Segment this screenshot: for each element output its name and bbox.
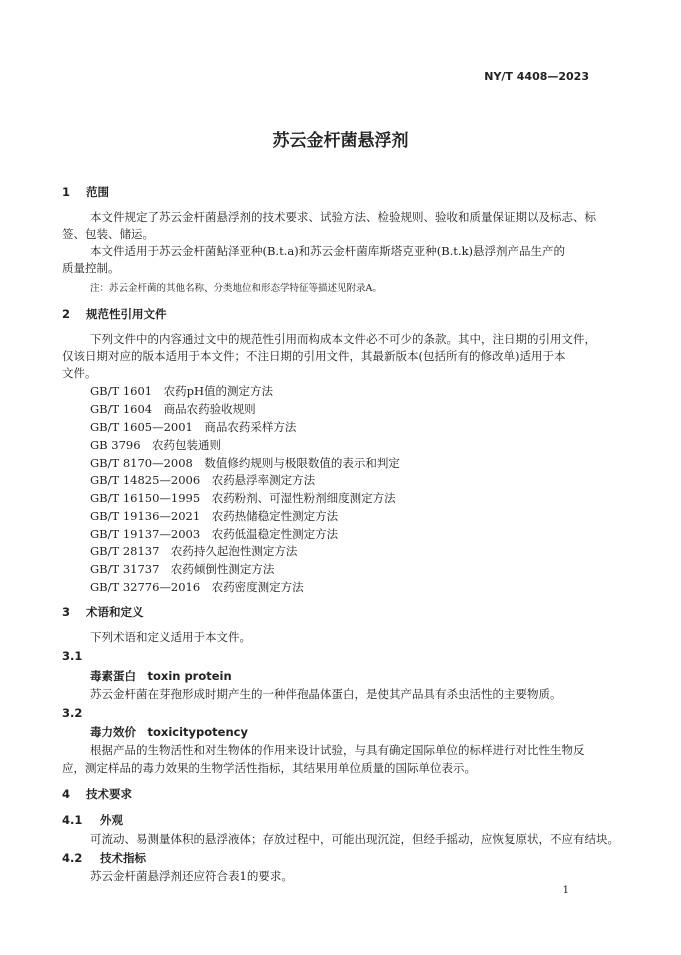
document-title: 苏云金杆菌悬浮剂 xyxy=(272,131,409,151)
subsection-number: 4.2 xyxy=(62,851,83,865)
section-2-heading xyxy=(62,306,167,322)
subsection-number: 4.1 xyxy=(62,813,83,827)
section-3-heading xyxy=(62,604,144,620)
subsection-4-1-heading xyxy=(62,812,123,828)
subsection-title: 外观 xyxy=(100,813,124,827)
section-4-heading xyxy=(62,786,132,802)
reference-item: GB/T 32776—2016 农药密度测定方法 xyxy=(90,580,304,594)
section-number: 3 xyxy=(62,605,71,619)
section-number: 1 xyxy=(62,185,71,199)
reference-item: GB 3796 农药包装通则 xyxy=(90,438,222,452)
reference-item: GB/T 16150—1995 农药粉剂、可湿性粉剂细度测定方法 xyxy=(90,491,396,505)
paragraph: 仅该日期对应的版本适用于本文件；不注日期的引用文件，其最新版本(包括所有的修改单)适用于本 xyxy=(62,349,566,363)
term-definition: 根据产品的生物活性和对生物体的作用来设计试验，与具有确定国际单位的标样进行对比性生物反 xyxy=(90,743,585,757)
page-number: 1 xyxy=(562,885,569,896)
reference-item: GB/T 19136—2021 农药热储稳定性测定方法 xyxy=(90,509,339,523)
paragraph: 下列术语和定义适用于本文件。 xyxy=(90,630,251,644)
paragraph: 质量控制。 xyxy=(62,261,120,275)
reference-item: GB/T 28137 农药持久起泡性测定方法 xyxy=(90,544,298,558)
paragraph: 本文件适用于苏云金杆菌鲇泽亚种(B.t.a)和苏云金杆菌库斯塔克亚种(B.t.k)悬浮剂产品生产的 xyxy=(90,244,566,258)
section-number: 2 xyxy=(62,307,71,321)
subsection-4-2-heading xyxy=(62,850,146,866)
subsection-title: 技术指标 xyxy=(100,851,147,865)
section-title: 技术要求 xyxy=(86,787,133,801)
term-number: 3.1 xyxy=(62,649,83,663)
reference-item: GB/T 31737 农药倾倒性测定方法 xyxy=(90,562,275,576)
section-1-heading xyxy=(62,184,109,200)
term-heading: 毒素蛋白 toxin protein xyxy=(90,669,232,683)
section-title: 规范性引用文件 xyxy=(86,307,167,321)
reference-item: GB/T 14825—2006 农药悬浮率测定方法 xyxy=(90,473,316,487)
reference-item: GB/T 1605—2001 商品农药采样方法 xyxy=(90,420,297,434)
term-definition: 应，测定样品的毒力效果的生物学活性指标，其结果用单位质量的国际单位表示。 xyxy=(62,761,476,775)
section-number: 4 xyxy=(62,787,71,801)
paragraph: 本文件规定了苏云金杆菌悬浮剂的技术要求、试验方法、检验规则、验收和质量保证期以及标志、标 xyxy=(90,210,596,224)
paragraph: 下列文件中的内容通过文中的规范性引用而构成本文件必不可少的条款。其中，注日期的引用文件， xyxy=(90,332,596,346)
section-title: 术语和定义 xyxy=(86,605,144,619)
term-number: 3.2 xyxy=(62,706,83,720)
term-heading: 毒力效价 toxicitypotency xyxy=(90,725,248,739)
paragraph: 苏云金杆菌悬浮剂还应符合表1的要求。 xyxy=(90,869,293,883)
note: 注：苏云金杆菌的其他名称、分类地位和形态学特征等描述见附录A。 xyxy=(90,283,382,294)
standard-number: NY/T 4408—2023 xyxy=(484,70,589,83)
term-definition: 苏云金杆菌在芽孢形成时期产生的一种伴孢晶体蛋白，是使其产品具有杀虫活性的主要物质。 xyxy=(90,687,562,701)
paragraph: 签、包装、储运。 xyxy=(62,227,154,241)
reference-item: GB/T 1601 农药pH值的测定方法 xyxy=(90,384,273,398)
paragraph: 文件。 xyxy=(62,366,97,380)
paragraph: 可流动、易测量体积的悬浮液体；存放过程中，可能出现沉淀，但经手摇动，应恢复原状，不应有结块。 xyxy=(90,832,619,846)
section-title: 范围 xyxy=(86,185,110,199)
reference-item: GB/T 19137—2003 农药低温稳定性测定方法 xyxy=(90,527,339,541)
reference-item: GB/T 1604 商品农药验收规则 xyxy=(90,402,256,416)
reference-item: GB/T 8170—2008 数值修约规则与极限数值的表示和判定 xyxy=(90,456,400,470)
